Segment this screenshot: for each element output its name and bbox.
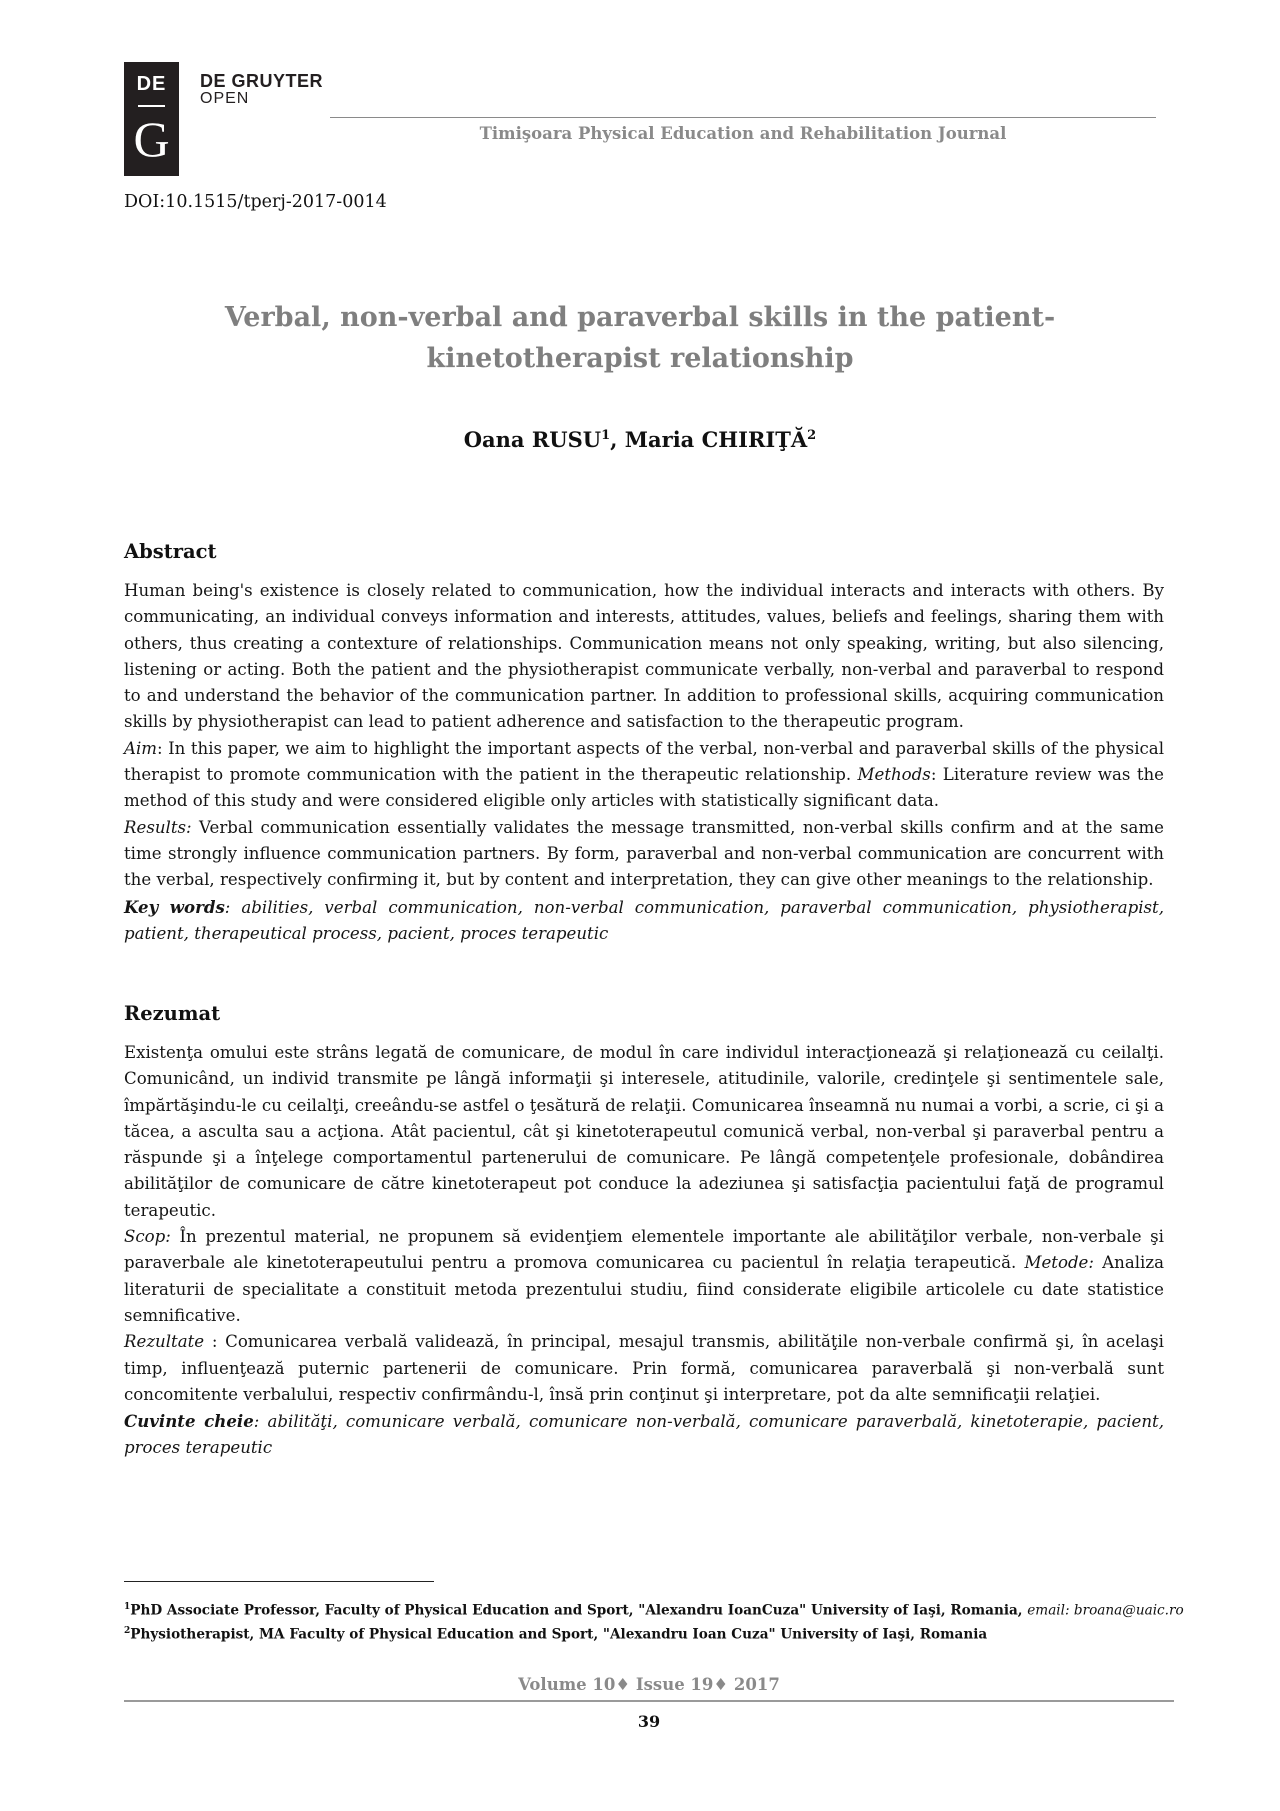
- scop-label: Scop:: [124, 1227, 171, 1247]
- methods-text: : Literature review was the method of this study and were considered eligible only articles with statistically significant data.: [124, 765, 1164, 811]
- cuvinte-cheie-text: : abilităţi, comunicare verbală, comunicare non-verbală, comunicare paraverbală, kinetoterapie, pacient, proces terapeutic: [124, 1412, 1164, 1458]
- volume-issue: Volume 10♦ Issue 19♦ 2017: [518, 1675, 780, 1694]
- rezumat-paragraph: Existenţa omului este strâns legată de comunicare, de modul în care individul interacţionează şi relaţionează cu ceilalţi. Comunicând, un individ transmite pe lângă informaţii şi interesele, atitudinile, valorile, credinţele şi sentimentele sale, împărtăşindu-le cu ceilalţi, creeându-se astfel o ţesătură de relaţii. Comunicarea înseamnă nu numai a vorbi, a scrie, ci şi a tăcea, a asculta sau a acţiona. Atât pacientul, cât şi kinetoterapeutul comunică verbal, non-verbal şi paraverbal pentru a răspunde şi a înţelege comportamentul partenerului de comunicare. Pe lângă competenţele profesionale, dobândirea abilităţilor de comunicare de către kinetoterapeut pot conduce la adeziunea şi satisfacţia pacientului faţă de programul terapeutic.: [124, 1043, 1164, 1220]
- footer-divider: [124, 1700, 1174, 1702]
- publisher-name: DE GRUYTER: [200, 71, 324, 91]
- footnote-2-text: Physiotherapist, MA Faculty of Physical Education and Sport, "Alexandru Ioan Cuza" University of Iaşi, Romania: [130, 1626, 988, 1643]
- authors: [124, 427, 1156, 452]
- aim-text: : In this paper, we aim to highlight the important aspects of the verbal, non-verbal and paraverbal skills of the physical therapist to promote communication with the patient in the therapeutic relationship.: [124, 738, 1164, 785]
- author-2-name: Maria CHIRIŢĂ: [624, 427, 808, 452]
- cuvinte-cheie-label: Cuvinte cheie: [124, 1411, 254, 1432]
- logo-divider: [138, 105, 165, 107]
- abstract-paragraph: Human being's existence is closely related to communication, how the individual interacts and interacts with others. By communicating, an individual conveys information and interests, attitudes, values, beliefs and feelings, sharing them with others, thus creating a contexture of relationships. Communication means not only speaking, writing, but also silencing, listening or acting. Both the patient and the physiotherapist communicate verbally, non-verbal and paraverbal to respond to and understand the behavior of the communication partner. In addition to professional skills, acquiring communication skills by physiotherapist can lead to patient adherence and satisfaction to the therapeutic program.: [124, 581, 1164, 732]
- footnote-divider: [124, 1581, 434, 1582]
- abstract-heading: Abstract: [124, 540, 217, 563]
- footnote-1-text: PhD Associate Professor, Faculty of Physical Education and Sport, "Alexandru IoanCuza" University of Iaşi, Romania,: [130, 1602, 1028, 1619]
- methods-label: Methods: [857, 765, 931, 785]
- metode-text: Analiza literaturii de specialitate a constituit metoda prezentului studiu, fiind considerate eligibile articolele cu date statistice semnificative.: [124, 1253, 1164, 1325]
- logo-g-text: G: [133, 111, 170, 167]
- keywords-text: : abilities, verbal communication, non-verbal communication, paraverbal communication, physiotherapist, patient, therapeutical process, pacient, proces terapeutic: [124, 897, 1164, 943]
- abstract-keywords: [124, 894, 1164, 948]
- publisher-logo: [124, 62, 179, 176]
- footnote-1: [124, 1597, 1184, 1621]
- results-label: Results:: [124, 817, 192, 837]
- keywords-label: Key words: [124, 896, 225, 917]
- author-2-mark: 2: [807, 428, 817, 443]
- results-text: Verbal communication essentially validates the message transmitted, non-verbal skills confirm and at the same time strongly influence communication partners. By form, paraverbal and non-verbal communication are concurrent with the verbal, respectively confirming it, but by content and interpretation, they can give other meanings to the relationship.: [124, 817, 1164, 890]
- aim-label: Aim: [124, 738, 158, 758]
- rezultate-label: Rezultate: [124, 1332, 205, 1352]
- publisher-brand: [200, 72, 323, 108]
- footnotes: [124, 1597, 1184, 1645]
- rezumat-heading: Rezumat: [124, 1002, 221, 1025]
- author-separator: ,: [610, 427, 625, 452]
- rezumat-rezultate: [124, 1329, 1164, 1408]
- article-title: Verbal, non-verbal and paraverbal skills in the patient-kinetotherapist relationship: [224, 302, 1056, 374]
- author-1-mark: 1: [601, 428, 611, 443]
- logo-de-text: DE: [136, 73, 167, 95]
- scop-text: În prezentul material, ne propunem să evidenţiem elementele importante ale abilităţilor verbale, non-verbale şi paraverbale ale kinetoterapeutului pentru a promova comunicarea cu pacientul în relaţia terapeutică.: [124, 1227, 1164, 1273]
- abstract-body: [124, 578, 1164, 947]
- publisher-sub: OPEN: [200, 90, 250, 107]
- footnote-2: [124, 1621, 1184, 1645]
- footnote-1-email: email: broana@uaic.ro: [1027, 1602, 1184, 1619]
- metode-label: Metode:: [1024, 1253, 1094, 1273]
- footnote-2-mark: 2: [124, 1626, 131, 1637]
- page-number: 39: [637, 1712, 661, 1731]
- doi: DOI:10.1515/tperj-2017-0014: [124, 192, 387, 212]
- rezultate-text: : Comunicarea verbală validează, în principal, mesajul transmis, abilităţile non-verbale confirmă şi, în acelaşi timp, influenţează puternic partenerii de comunicare. Prin formă, comunicarea paraverbală şi non-verbală sunt concomitente verbalului, respectiv confirmându-l, însă prin conţinut şi interpretare, pot da alte semnificaţii relaţiei.: [124, 1332, 1164, 1404]
- author-1-name: Oana RUSU: [463, 427, 602, 452]
- journal-name: Timişoara Physical Education and Rehabilitation Journal: [479, 124, 1007, 143]
- rezumat-keywords: [124, 1408, 1164, 1462]
- header-divider: [330, 117, 1156, 118]
- abstract-aim-methods: [124, 736, 1164, 815]
- footnote-1-mark: 1: [124, 1602, 131, 1612]
- rezumat-scop-metode: [124, 1224, 1164, 1329]
- abstract-results: [124, 815, 1164, 894]
- rezumat-body: [124, 1040, 1164, 1462]
